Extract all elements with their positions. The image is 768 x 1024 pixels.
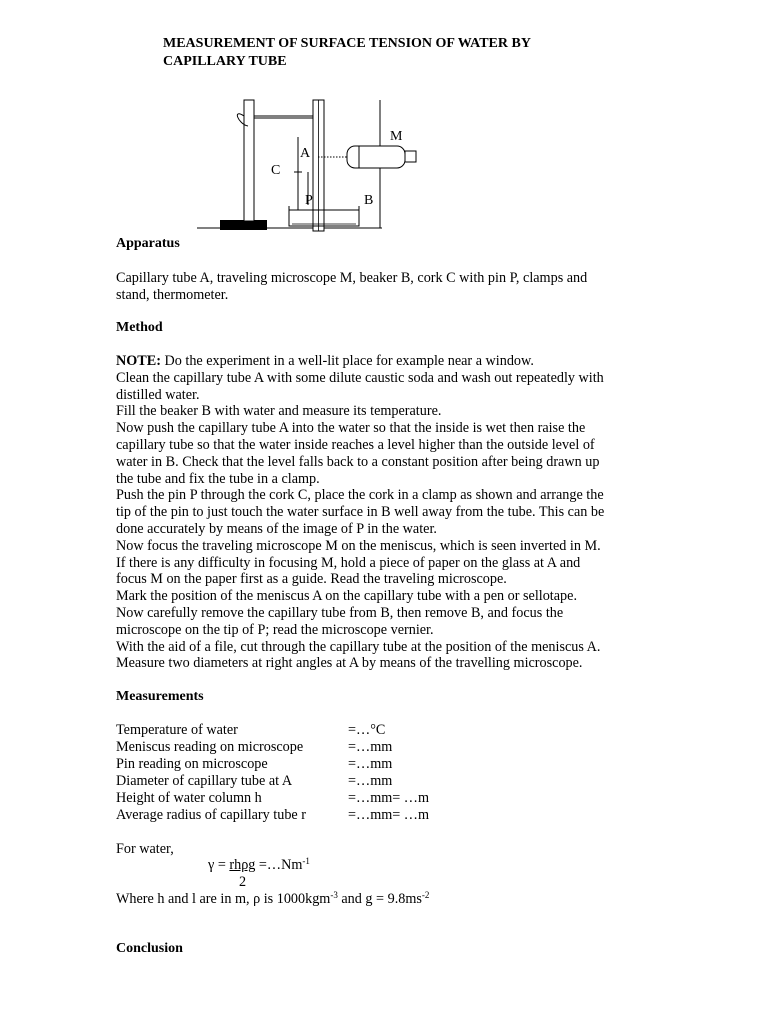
apparatus-line: stand, thermometer.	[116, 286, 229, 303]
method-line: microscope on the tip of P; read the microscope vernier.	[116, 621, 434, 638]
method-line: Measure two diameters at right angles at A by means of the travelling microscope.	[116, 655, 583, 672]
method-line: done accurately by means of the image of P in the water.	[116, 520, 437, 537]
conclusion-heading: Conclusion	[116, 941, 183, 956]
method-line: distilled water.	[116, 386, 200, 403]
apparatus-diagram	[0, 0, 768, 240]
method-heading: Method	[116, 320, 163, 335]
note-text: Do the experiment in a well-lit place for example near a window.	[160, 353, 534, 369]
apparatus-line: Capillary tube A, traveling microscope M, beaker B, cork C with pin P, clamps and	[116, 270, 588, 286]
note-line	[116, 353, 604, 370]
measurement-label: Temperature of water	[116, 722, 238, 738]
method-line: Now focus the traveling microscope M on the meniscus, which is seen inverted in M.	[116, 537, 601, 554]
measurement-label: Height of water column h	[116, 790, 262, 806]
label-p: P	[305, 193, 313, 208]
note-label: NOTE:	[116, 353, 161, 369]
measurement-value: =…°C	[348, 722, 386, 738]
method-line: Push the pin P through the cork C, place the cork in a clamp as shown and arrange the	[116, 487, 604, 504]
formula-numerator: rhρg	[229, 857, 256, 873]
measurement-label: Diameter of capillary tube at A	[116, 773, 293, 789]
title-line-2: CAPILLARY TUBE	[163, 54, 287, 69]
method-line: With the aid of a file, cut through the capillary tube at the position of the meniscus A.	[116, 638, 601, 655]
measurement-value: =…mm= …m	[348, 807, 430, 823]
method-line: tip of the pin to just touch the water surface in B well away from the tube. This can be	[116, 504, 605, 521]
measurement-value: =…mm	[348, 756, 393, 772]
measurement-label: Average radius of capillary tube r	[116, 807, 306, 823]
gamma-symbol: γ =	[208, 857, 230, 873]
formula-result: =…Nm	[255, 857, 303, 873]
method-line: If there is any difficulty in focusing M, hold a piece of paper on the glass at A and	[116, 554, 581, 571]
method-line: Clean the capillary tube A with some dilute caustic soda and wash out repeatedly with	[116, 369, 604, 386]
method-line: focus M on the paper first as a guide. Read the traveling microscope.	[116, 571, 507, 588]
label-b: B	[364, 193, 374, 208]
formula-where	[116, 891, 429, 908]
method-line: capillary tube so that the water inside reaches a level higher than the outside level of	[116, 436, 595, 453]
title-line-1: MEASUREMENT OF SURFACE TENSION OF WATER BY	[163, 36, 531, 51]
method-text	[116, 353, 604, 672]
apparatus-heading: Apparatus	[116, 236, 180, 251]
measurement-value: =…mm	[348, 739, 393, 755]
measurement-value: =…mm	[348, 773, 393, 789]
method-line: Fill the beaker B with water and measure its temperature.	[116, 403, 442, 420]
stand-rod	[244, 100, 254, 221]
apparatus-text	[116, 270, 587, 304]
formula-intro: For water,	[116, 841, 174, 857]
method-line: the tube and fix the tube in a clamp.	[116, 470, 320, 487]
method-line: Now push the capillary tube A into the water so that the inside is wet then raise the	[116, 420, 586, 437]
method-line: Mark the position of the meniscus A on the capillary tube with a pen or sellotape.	[116, 588, 577, 605]
measurement-label: Meniscus reading on microscope	[116, 739, 304, 755]
method-line: water in B. Check that the level falls back to a constant position after being drawn up	[116, 453, 600, 470]
formula-line	[208, 857, 310, 874]
method-line: Now carefully remove the capillary tube from B, then remove B, and focus the	[116, 604, 564, 621]
where-exponent-1: -3	[330, 890, 338, 900]
label-a: A	[300, 146, 311, 161]
measurement-value: =…mm= …m	[348, 790, 430, 806]
where-exponent-2: -2	[421, 890, 430, 900]
measurement-label: Pin reading on microscope	[116, 756, 268, 772]
where-text-2: and g = 9.8ms	[337, 891, 422, 907]
label-c: C	[271, 163, 281, 178]
formula-denominator: 2	[239, 874, 247, 890]
microscope-eyepiece	[405, 151, 416, 162]
formula-result-exponent: -1	[302, 856, 310, 866]
where-text-1: Where h and l are in m, ρ is 1000kgm	[116, 891, 331, 907]
microscope	[347, 146, 405, 168]
measurements-heading: Measurements	[116, 689, 204, 704]
label-m: M	[390, 129, 403, 144]
